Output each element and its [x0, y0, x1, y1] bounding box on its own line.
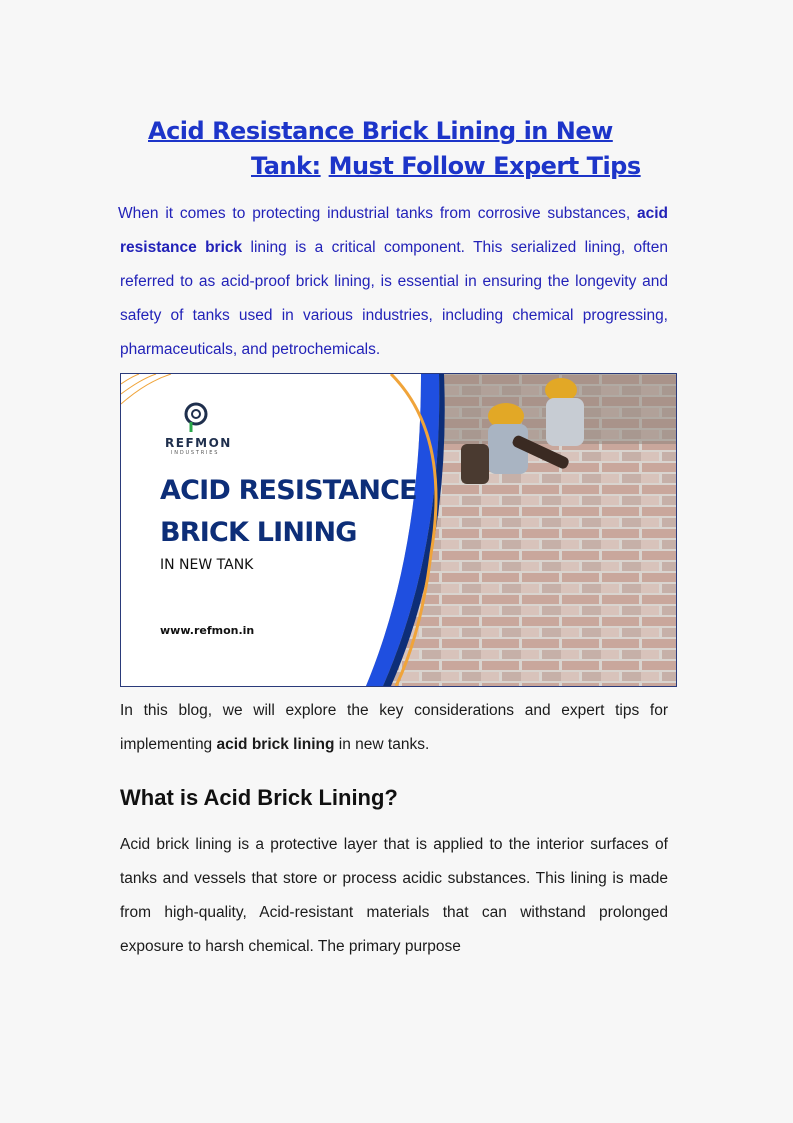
- banner-url: www.refmon.in: [160, 624, 255, 637]
- title-line-2a: Tank:: [251, 152, 321, 180]
- intro-bold-term: acid resistance brick: [120, 205, 668, 256]
- blog-intro-bold-term: acid brick lining: [216, 736, 335, 753]
- banner-image: [120, 373, 677, 687]
- banner-subline: IN NEW TANK: [160, 557, 254, 573]
- blog-intro-paragraph: [120, 694, 668, 762]
- section-body: Acid brick lining is a protective layer that is applied to the interior surfaces of tanks and vessels that store or process acidic substances. This lining is made from high-quality, Acid-resistant materials that can withstand prolonged exposure to harsh chemical. The primary purpose: [120, 836, 668, 955]
- title-line-1: Acid Resistance Brick Lining in New: [148, 117, 613, 145]
- blog-intro-text-2: in new tanks.: [334, 736, 430, 753]
- decor-arcs: [121, 374, 171, 404]
- blog-intro-text-1: In this blog, we will explore the key considerations and expert tips for implementing: [120, 702, 668, 753]
- banner-brand: REFMON: [165, 436, 232, 450]
- banner-headline-2: BRICK LINING: [160, 517, 357, 548]
- refmon-logo-icon: [186, 404, 206, 432]
- intro-text-1: When it comes to protecting industrial tanks from corrosive substances,: [118, 205, 637, 222]
- title-line-2b: Must Follow Expert Tips: [328, 152, 641, 180]
- title-line-2: [251, 149, 641, 184]
- banner-brand-sub: INDUSTRIES: [171, 450, 220, 456]
- intro-paragraph: [120, 197, 668, 367]
- section-heading: What is Acid Brick Lining?: [120, 785, 398, 810]
- banner-headline-1: ACID RESISTANCE: [160, 475, 417, 506]
- intro-text-2: lining is a critical component. This serialized lining, often referred to as acid-proof brick lining, is essential in ensuring the longevity and safety of tanks used in various industries, including chemical progressing, pharmaceuticals, and petrochemicals.: [120, 239, 668, 358]
